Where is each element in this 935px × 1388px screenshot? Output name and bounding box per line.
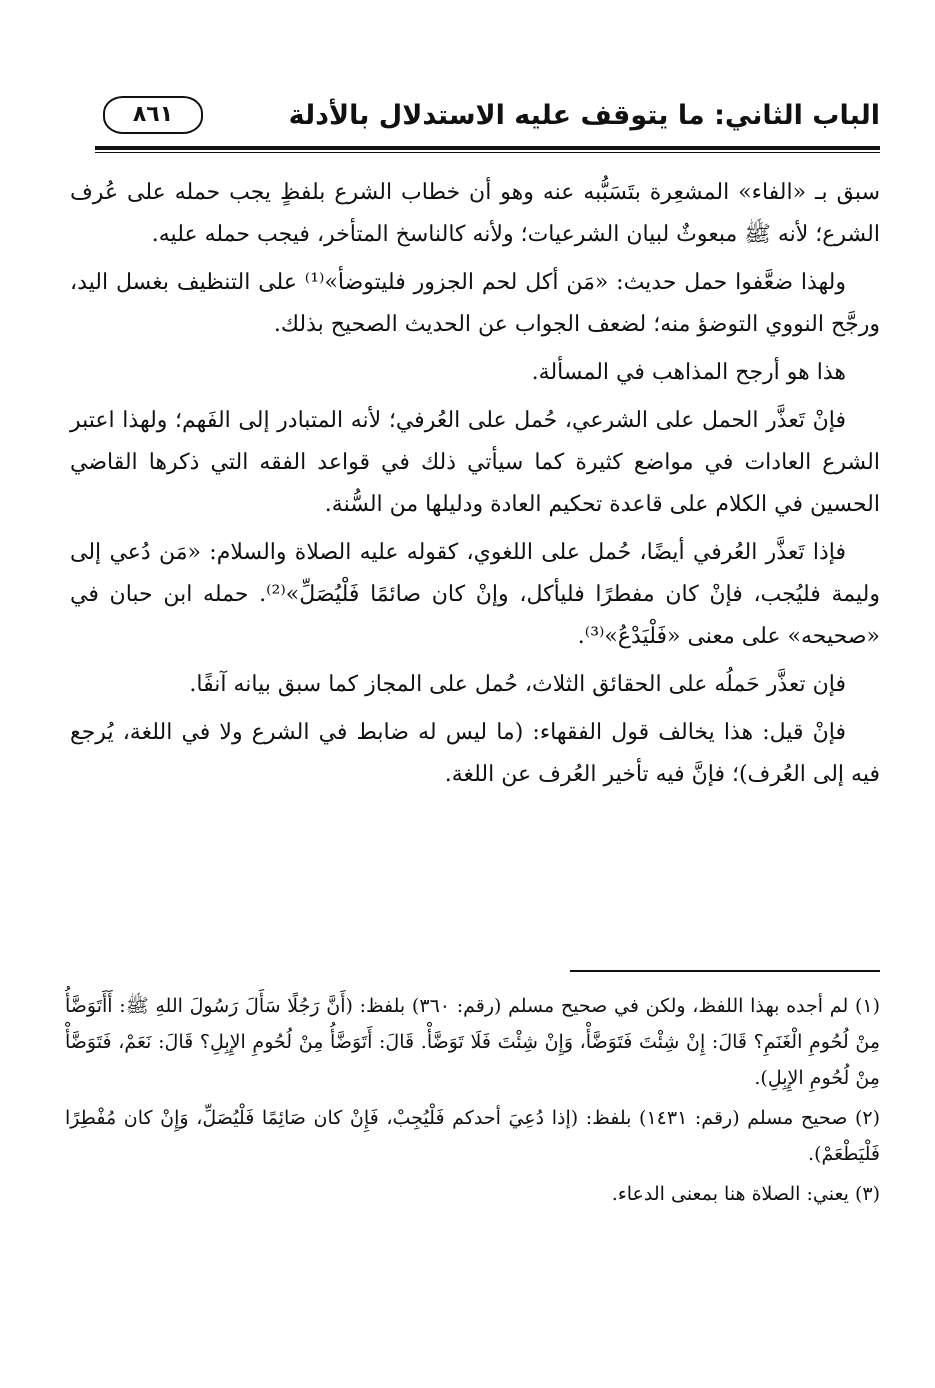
footnotes	[65, 988, 880, 1216]
header-rule-thin	[95, 152, 880, 153]
chapter-title: الباب الثاني: ما يتوقف عليه الاستدلال بالأدلة	[288, 100, 880, 131]
paragraph: فإن تعذَّر حَملُه على الحقائق الثلاث، حُمل على المجاز كما سبق بيانه آنفًا.	[189, 672, 846, 697]
paragraph: هذا هو أرجح المذاهب في المسألة.	[531, 360, 846, 385]
footnote: (٣) يعني: الصلاة هنا بمعنى الدعاء.	[611, 1183, 880, 1205]
footnote: (١) لم أجده بهذا اللفظ، ولكن في صحيح مسلم (رقم: ٣٦٠) بلفظ: (أَنَّ رَجُلًا سَأَلَ رَسُولَ اللهِ ﷺ: أَأَتَوَضَّأُ مِنْ لُحُومِ الْغَنَمِ؟ قَالَ: إِنْ شِئْتَ فَتَوَضَّأْ، وَإِنْ شِئْتَ فَلَا تَوَضَّأْ. قَالَ: أَتَوَضَّأُ مِنْ لُحُومِ الإِبِلِ؟ قَالَ: نَعَمْ، فَتَوَضَّأْ مِنْ لُحُومِ الإِبِلِ).	[65, 995, 880, 1089]
header-rule-thick	[95, 146, 880, 150]
footnote: (٢) صحيح مسلم (رقم: ١٤٣١) بلفظ: (إذا دُعِيَ أحدكم فَلْيُجِبْ، فَإِنْ كان صَائِمًا فَلْيُصَلِّ، وَإِنْ كان مُفْطِرًا فَلْيَطْعَمْ).	[65, 1107, 880, 1165]
page-number-badge: ٨٦١	[103, 96, 203, 134]
paragraph: فإذا تَعذَّر العُرفي أيضًا، حُمل على اللغوي، كقوله عليه الصلاة والسلام: «مَن دُعي إلى وليمة فليُجب، فإنْ كان مفطرًا فليأكل، وإنْ كان صائمًا فَلْيُصَلِّ»⁽²⁾. حمله ابن حبان في «صحيحه» على معنى «فَلْيَدْعُ»⁽³⁾.	[70, 540, 880, 649]
main-text	[70, 172, 880, 802]
paragraph: سبق بـ «الفاء» المشعِرة بتَسَبُّبه عنه وهو أن خطاب الشرع بلفظٍ يجب حمله على عُرف الشرع؛ لأنه ﷺ مبعوثٌ لبيان الشرعيات؛ ولأنه كالناسخ المتأخر، فيجب حمله عليه.	[70, 180, 880, 247]
page-header	[95, 92, 880, 142]
footnote-separator	[570, 970, 880, 972]
paragraph: فإنْ قيل: هذا يخالف قول الفقهاء: (ما ليس له ضابط في الشرع ولا في اللغة، يُرجع فيه إلى العُرف)؛ فإنَّ فيه تأخير العُرف عن اللغة.	[70, 720, 880, 787]
paragraph: فإنْ تَعذَّر الحمل على الشرعي، حُمل على العُرفي؛ لأنه المتبادر إلى الفَهم؛ ولهذا اعتبر الشرع العادات في مواضع كثيرة كما سيأتي ذلك في قواعد الفقه التي ذكرها القاضي الحسين في الكلام على قاعدة تحكيم العادة ودليلها من السُّنة.	[70, 408, 880, 517]
paragraph: ولهذا ضعَّفوا حمل حديث: «مَن أكل لحم الجزور فليتوضأ»⁽¹⁾ على التنظيف بغسل اليد، ورجَّح النووي التوضؤ منه؛ لضعف الجواب عن الحديث الصحيح بذلك.	[70, 270, 880, 337]
